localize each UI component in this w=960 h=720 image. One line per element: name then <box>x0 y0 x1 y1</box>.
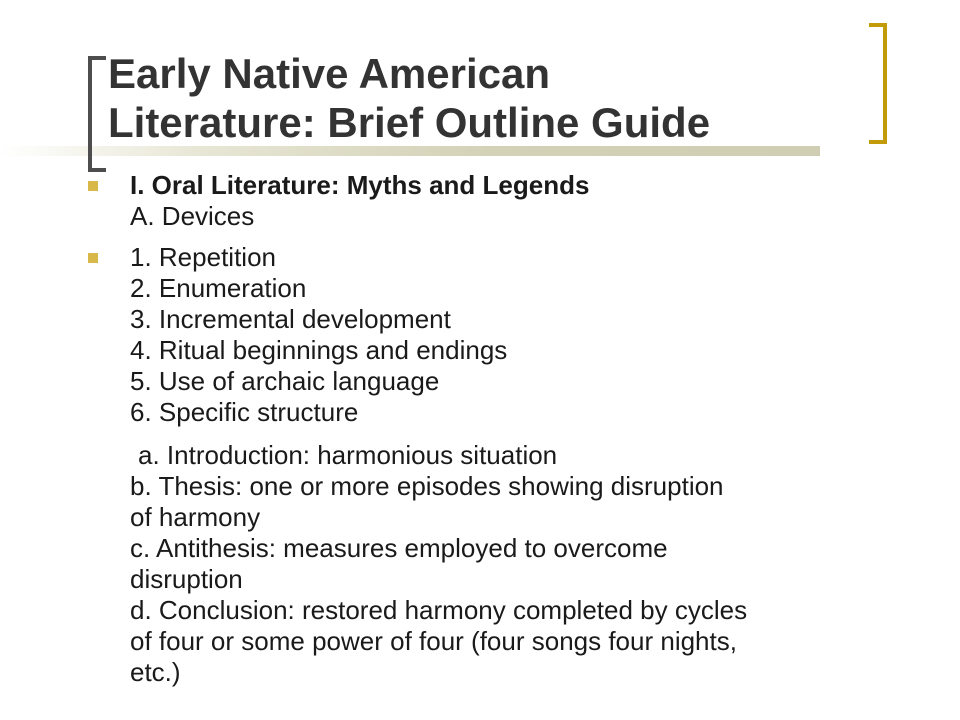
bullet-oral-literature <box>88 170 908 232</box>
structure-line: disruption <box>130 564 243 594</box>
bullet-square-icon <box>88 253 98 263</box>
left-bracket-decoration <box>88 56 106 172</box>
device-item: 1. Repetition <box>130 242 276 272</box>
structure-line: c. Antithesis: measures employed to overcome <box>130 533 668 563</box>
slide-title <box>108 49 868 147</box>
structure-line: of harmony <box>130 502 261 532</box>
structure-line: b. Thesis: one or more episodes showing disruption <box>130 471 724 501</box>
structure-line: a. Introduction: harmonious situation <box>138 440 558 470</box>
device-item: 6. Specific structure <box>130 397 359 427</box>
device-item: 5. Use of archaic language <box>130 366 440 396</box>
structure-line: etc.) <box>130 657 181 687</box>
structure-line: of four or some power of four (four songs four nights, <box>130 626 737 656</box>
right-bracket-decoration <box>869 23 887 144</box>
bullet-devices-list <box>88 242 908 428</box>
title-line-2: Literature: Brief Outline Guide <box>108 99 711 146</box>
device-item: 4. Ritual beginnings and endings <box>130 335 508 365</box>
device-item: 2. Enumeration <box>130 273 307 303</box>
structure-line: d. Conclusion: restored harmony completed by cycles <box>130 595 748 625</box>
title-underline-bar <box>0 146 820 156</box>
structure-paragraph <box>88 440 908 688</box>
slide-body <box>88 170 908 688</box>
device-item: 3. Incremental development <box>130 304 451 334</box>
bullet-subheading: A. Devices <box>130 201 255 231</box>
bullet-heading: I. Oral Literature: Myths and Legends <box>130 170 590 200</box>
bullet-square-icon <box>88 181 98 191</box>
title-line-1: Early Native American <box>108 50 551 97</box>
